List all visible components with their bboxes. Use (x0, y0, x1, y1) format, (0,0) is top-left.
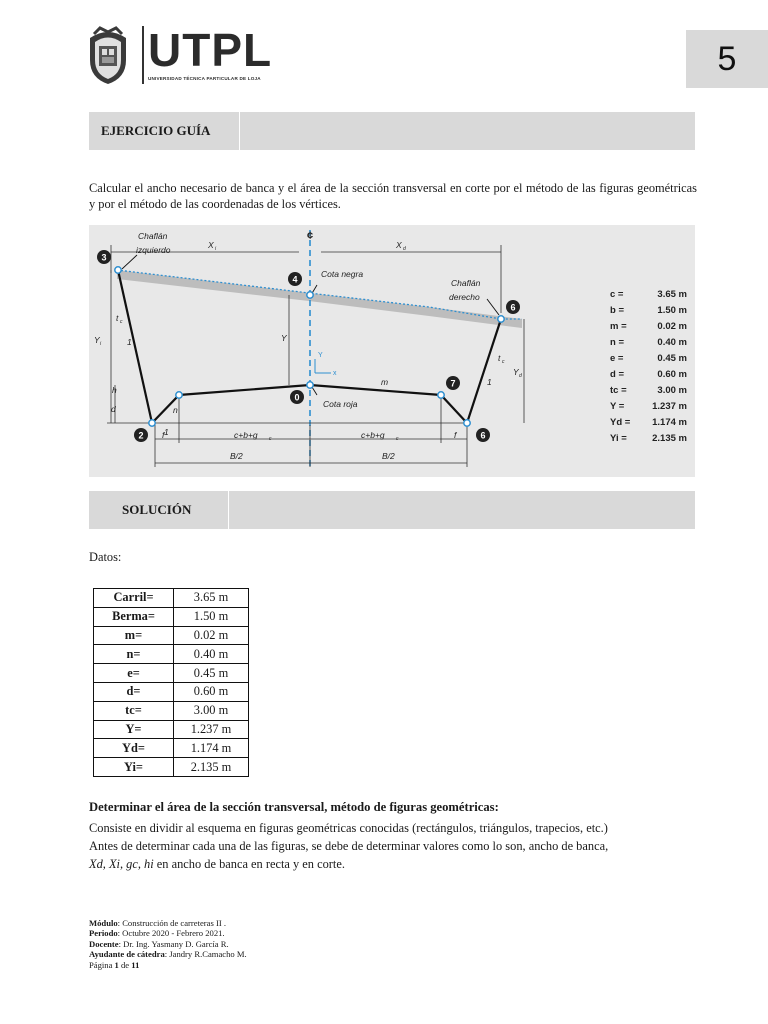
marker-5: 6 (510, 302, 516, 313)
axis-y-label: Y (318, 352, 323, 359)
table-row (94, 607, 249, 626)
table-value-cell: 1.174 m (174, 739, 249, 758)
logo-divider (142, 26, 144, 84)
legend-key-tc: tc = (610, 385, 627, 396)
table-row (94, 720, 249, 739)
label-cbg-right-sub: c (396, 436, 399, 442)
label-chaflan-izq-2: izquierdo (136, 245, 171, 255)
label-yi: Y (94, 335, 100, 345)
label-centerline: ¢ (307, 230, 314, 242)
figure-legend (610, 289, 687, 444)
cross-section-figure (89, 225, 695, 477)
legend-value-b: 1.50 m (657, 305, 687, 316)
legend-value-m: 0.02 m (657, 321, 687, 332)
footer-line-periodo: Periodo: Octubre 2020 - Febrero 2021. (89, 928, 225, 939)
method-title: Determinar el área de la sección transversal, método de figuras geométricas: (89, 800, 499, 814)
label-chaflan-der-2: derecho (449, 292, 480, 302)
logo-subtitle: UNIVERSIDAD TÉCNICA PARTICULAR DE LOJA (148, 76, 261, 81)
label-tc-left-sub: c (120, 319, 123, 325)
utpl-logo (80, 20, 273, 96)
legend-value-yi: 2.135 m (652, 433, 687, 444)
table-value-cell: 2.135 m (174, 758, 249, 777)
ejercicio-header-label: EJERCICIO GUÍA (89, 112, 240, 150)
marker-4: 4 (292, 274, 298, 285)
footer-page-number: Página 1 de 11 (89, 959, 140, 970)
label-xd: X (396, 240, 402, 250)
footer-line-modulo: Módulo: Construcción de carreteras II . (89, 918, 226, 928)
table-row (94, 626, 249, 645)
axis-x-label: x (333, 370, 337, 377)
label-one-bottom: 1 (164, 427, 169, 437)
datos-table (93, 588, 249, 777)
table-key-cell: m= (94, 626, 174, 645)
legend-value-tc: 3.00 m (657, 385, 687, 396)
marker-0: 0 (294, 392, 300, 403)
method-line-1: Consiste en dividir al esquema en figuras geométricas conocidas (rectángulos, triángulos, trapecios, etc.) (89, 821, 608, 835)
table-value-cell: 0.60 m (174, 682, 249, 701)
exercise-statement: Calcular el ancho necesario de banca y el área de la sección transversal en corte por el método de las figuras geométricas y por el método de las coordenadas de los vértices. (89, 181, 697, 211)
label-chaflan-izq: Chaflán (138, 231, 168, 241)
method-line-3 (89, 855, 697, 873)
label-f-left: f (162, 430, 165, 440)
label-one-left: 1 (127, 337, 132, 347)
legend-key-e: e = (610, 353, 624, 364)
legend-key-n: n = (610, 337, 624, 348)
table-value-cell: 3.65 m (174, 589, 249, 608)
table-row (94, 645, 249, 664)
legend-key-m: m = (610, 321, 627, 332)
legend-key-yi: Yi = (610, 433, 627, 444)
label-one-right: 1 (487, 377, 492, 387)
label-xi: X (208, 240, 214, 250)
method-variables: Xd, Xi, gc, hi (89, 857, 154, 871)
marker-7: 7 (450, 378, 456, 389)
label-cbg-right: c+b+g (361, 430, 385, 440)
university-seal-icon (84, 24, 132, 86)
table-value-cell: 3.00 m (174, 701, 249, 720)
label-tc-left: t (116, 313, 119, 323)
table-key-cell: Carril= (94, 589, 174, 608)
table-key-cell: e= (94, 664, 174, 683)
method-body (89, 819, 697, 873)
label-xd-sub: d (403, 246, 406, 252)
marker-6: 6 (480, 430, 486, 441)
legend-key-y: Y = (610, 401, 625, 412)
label-n: n (173, 405, 178, 415)
footer-line-docente: Docente: Dr. Ing. Yasmany D. García R. (89, 938, 229, 949)
label-xi-sub: i (215, 246, 217, 252)
solucion-header-label: SOLUCIÓN (89, 491, 229, 529)
table-row (94, 701, 249, 720)
table-row (94, 589, 249, 608)
legend-value-d: 0.60 m (657, 369, 687, 380)
table-row (94, 758, 249, 777)
cross-section-diagram (89, 225, 695, 477)
table-row (94, 664, 249, 683)
table-value-cell: 1.237 m (174, 720, 249, 739)
table-value-cell: 0.45 m (174, 664, 249, 683)
legend-value-yd: 1.174 m (652, 417, 687, 428)
table-value-cell: 0.02 m (174, 626, 249, 645)
ejercicio-header-bar (89, 112, 695, 150)
table-key-cell: tc= (94, 701, 174, 720)
marker-3: 3 (101, 252, 107, 263)
legend-value-c: 3.65 m (657, 289, 687, 300)
table-key-cell: Yi= (94, 758, 174, 777)
datos-label: Datos: (89, 550, 122, 564)
logo-wordmark: UTPL (148, 24, 273, 76)
legend-value-n: 0.40 m (657, 337, 687, 348)
label-chaflan-der: Chaflán (451, 278, 481, 288)
label-yi-sub: i (100, 341, 102, 347)
marker-2: 2 (138, 430, 144, 441)
table-key-cell: n= (94, 645, 174, 664)
label-y: Y (281, 333, 287, 343)
table-key-cell: Yd= (94, 739, 174, 758)
label-b2-left: B/2 (230, 451, 243, 461)
footer-line-ayudante: Ayudante de cátedra: Jandry R.Camacho M. (89, 949, 247, 960)
method-line-2: Antes de determinar cada una de las figuras, se debe de determinar valores como lo son, ancho de banca, (89, 839, 609, 853)
table-key-cell: d= (94, 682, 174, 701)
label-cota-negra: Cota negra (321, 269, 364, 279)
local-axes-icon (315, 359, 331, 373)
solucion-header-bar (89, 491, 695, 529)
legend-key-c: c = (610, 289, 624, 300)
label-yd: Y (513, 367, 519, 377)
label-tc-right-sub: c (502, 359, 505, 365)
table-row (94, 739, 249, 758)
label-cbg-left-sub: c (269, 436, 272, 442)
label-cbg-left: c+b+g (234, 430, 258, 440)
label-f-right: f (454, 430, 457, 440)
legend-value-y: 1.237 m (652, 401, 687, 412)
table-key-cell: Berma= (94, 607, 174, 626)
table-value-cell: 0.40 m (174, 645, 249, 664)
method-line-3-rest: en ancho de banca en recta y en corte. (153, 857, 345, 871)
table-key-cell: Y= (94, 720, 174, 739)
table-value-cell: 1.50 m (174, 607, 249, 626)
label-h: h (112, 385, 117, 395)
label-cota-roja: Cota roja (323, 399, 358, 409)
legend-value-e: 0.45 m (657, 353, 687, 364)
label-b2-right: B/2 (382, 451, 395, 461)
legend-key-yd: Yd = (610, 417, 631, 428)
legend-key-d: d = (610, 369, 624, 380)
label-yd-sub: d (519, 373, 522, 379)
table-row (94, 682, 249, 701)
page-number-badge: 5 (686, 30, 768, 88)
label-m: m (381, 377, 389, 387)
legend-key-b: b = (610, 305, 624, 316)
label-tc-right: t (498, 353, 501, 363)
document-footer (89, 918, 247, 970)
label-d: d (111, 404, 116, 414)
